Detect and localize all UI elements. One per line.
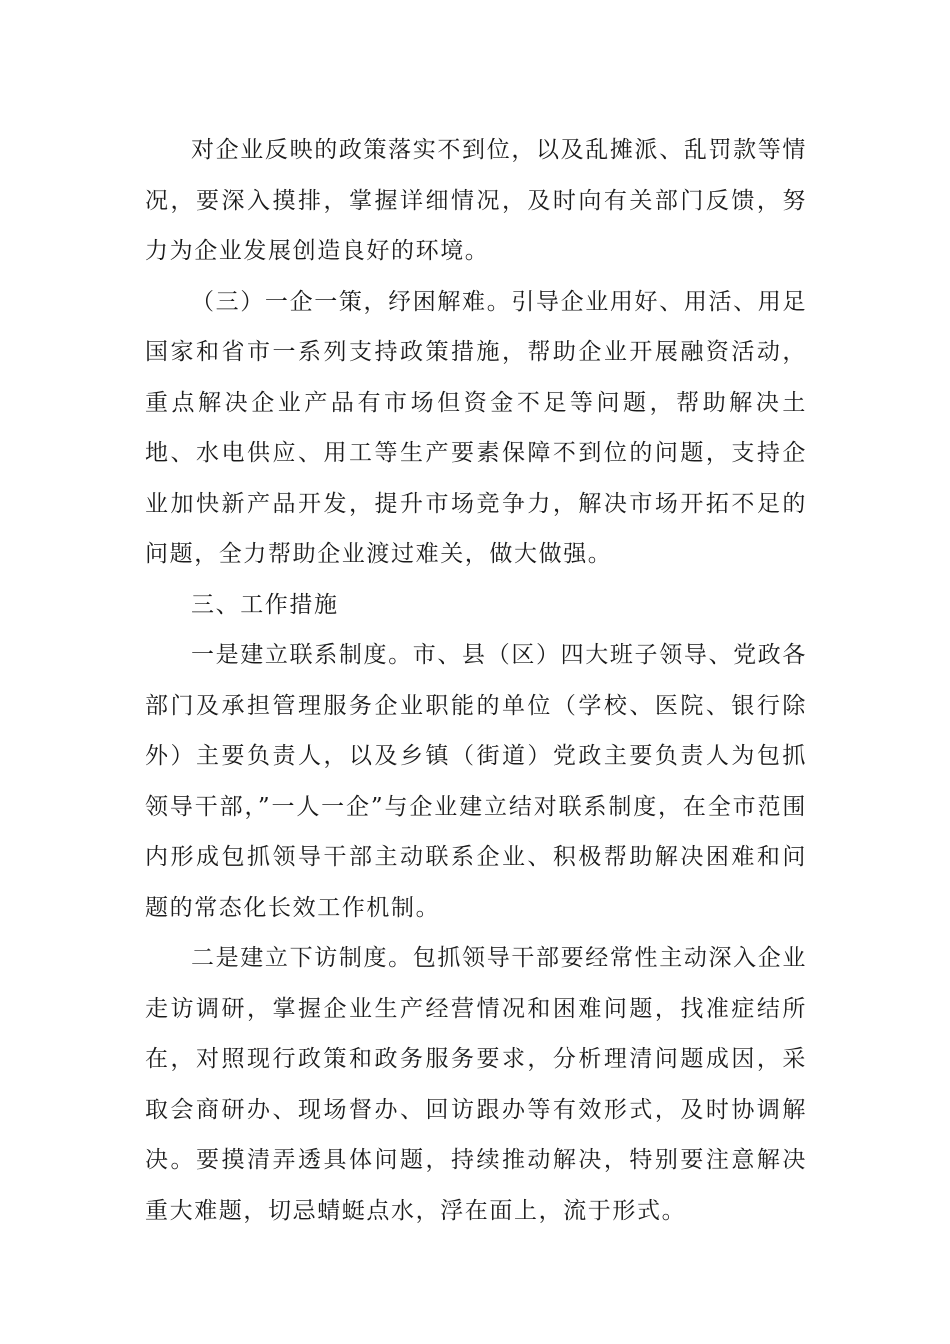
section-heading-work-measures: 三、工作措施 <box>191 591 339 618</box>
paragraph-env-feedback: 对企业反映的政策落实不到位，以及乱摊派、乱罚款等情况，要深入摸排，掌握详细情况，及时向有关部门反馈，努力为企业发展创造良好的环境。 <box>145 137 807 264</box>
document-body <box>145 125 807 1236</box>
paragraph-contact-system: 一是建立联系制度。市、县（区）四大班子领导、党政各部门及承担管理服务企业职能的单位（学校、医院、银行除外）主要负责人，以及乡镇（街道）党政主要负责人为包抓领导干部，”一人一企”与企业建立结对联系制度，在全市范围内形成包抓领导干部主动联系企业、积极帮助解决困难和问题的常态化长效工作机制。 <box>145 642 807 921</box>
paragraph-visit-system: 二是建立下访制度。包抓领导干部要经常性主动深入企业走访调研，掌握企业生产经营情况和困难问题，找准症结所在，对照现行政策和政务服务要求，分析理清问题成因，采取会商研办、现场督办、回访跟办等有效形式，及时协调解决。要摸清弄透具体问题，持续推动解决，特别要注意解决重大难题，切忌蜻蜓点水，浮在面上，流于形式。 <box>145 945 807 1224</box>
paragraph-one-enterprise-one-policy: （三）一企一策，纾困解难。引导企业用好、用活、用足国家和省市一系列支持政策措施，帮助企业开展融资活动，重点解决企业产品有市场但资金不足等问题，帮助解决土地、水电供应、用工等生产要素保障不到位的问题，支持企业加快新产品开发，提升市场竞争力，解决市场开拓不足的问题，全力帮助企业渡过难关，做大做强。 <box>145 288 807 567</box>
